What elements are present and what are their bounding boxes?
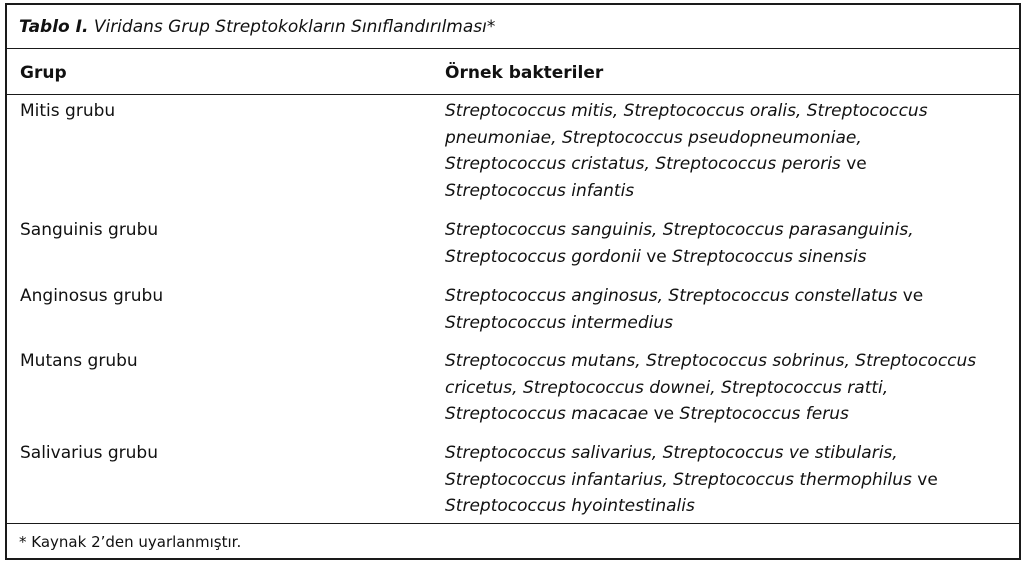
group-name-cell: Mutans grubu [20, 351, 138, 371]
conjunction: ve [648, 404, 680, 424]
group-name-cell: Anginosus grubu [20, 286, 164, 306]
group-name-cell: Sanguinis grubu [20, 220, 159, 240]
species-name: Streptococcus infantis [445, 180, 635, 201]
group-name-cell: Salivarius grubu [20, 443, 159, 463]
species-name: Streptococcus sinensis [672, 246, 867, 267]
example-bacteria-line [445, 283, 1005, 310]
table-footnote: * Kaynak 2’den uyarlanmıştır. [7, 523, 1019, 560]
species-name: Streptococcus mitis, Streptococcus oralis, Streptococcus [445, 101, 928, 121]
table-caption [7, 5, 1019, 49]
example-bacteria-cell [445, 440, 1005, 520]
conjunction: ve [640, 246, 673, 267]
example-bacteria-line [445, 178, 1005, 205]
species-name: Streptococcus infantarius, Streptococcus thermophilus [445, 469, 912, 490]
species-name: Streptococcus gordonii [445, 246, 641, 267]
species-name: Streptococcus anginosus, Streptococcus constellatus [445, 286, 898, 306]
example-bacteria-line [445, 493, 1005, 520]
conjunction: ve [911, 469, 938, 490]
example-bacteria-line [445, 440, 1005, 467]
example-bacteria-line [445, 467, 1005, 494]
table-frame [5, 3, 1021, 560]
example-bacteria-line [445, 375, 1005, 402]
example-bacteria-line [445, 310, 1005, 337]
column-header-examples: Örnek bakteriler [445, 63, 604, 83]
example-bacteria-line [445, 151, 1005, 178]
caption-label: Tablo I. [19, 17, 89, 37]
example-bacteria-line [445, 244, 1005, 271]
species-name: pneumoniae, Streptococcus pseudopneumoniae, [445, 127, 862, 148]
conjunction: ve [840, 154, 867, 174]
caption-text: Viridans Grup Streptokokların Sınıflandırılması* [88, 17, 496, 37]
example-bacteria-cell [445, 283, 1005, 336]
example-bacteria-cell [445, 98, 1005, 204]
column-header-group: Grup [20, 63, 67, 83]
species-name: Streptococcus macacae [445, 404, 649, 424]
species-name: Streptococcus mutans, Streptococcus sobrinus, Streptococcus [445, 351, 977, 371]
species-name: Streptococcus sanguinis, Streptococcus parasanguinis, [445, 220, 914, 240]
example-bacteria-line [445, 348, 1005, 375]
species-name: Streptococcus hyointestinalis [445, 496, 695, 516]
example-bacteria-cell [445, 348, 1005, 428]
group-name-cell: Mitis grubu [20, 101, 116, 121]
species-name: Streptococcus cristatus, Streptococcus peroris [445, 154, 841, 174]
species-name: Streptococcus salivarius, Streptococcus ve stibularis, [445, 443, 898, 463]
species-name: Streptococcus intermedius [445, 312, 674, 333]
table-header-row [7, 49, 1019, 95]
example-bacteria-line [445, 401, 1005, 428]
example-bacteria-line [445, 217, 1005, 244]
example-bacteria-line [445, 98, 1005, 125]
example-bacteria-cell [445, 217, 1005, 270]
conjunction: ve [897, 286, 924, 306]
species-name: Streptococcus ferus [679, 404, 849, 424]
example-bacteria-line [445, 125, 1005, 152]
species-name: cricetus, Streptococcus downei, Streptococcus ratti, [445, 377, 889, 398]
